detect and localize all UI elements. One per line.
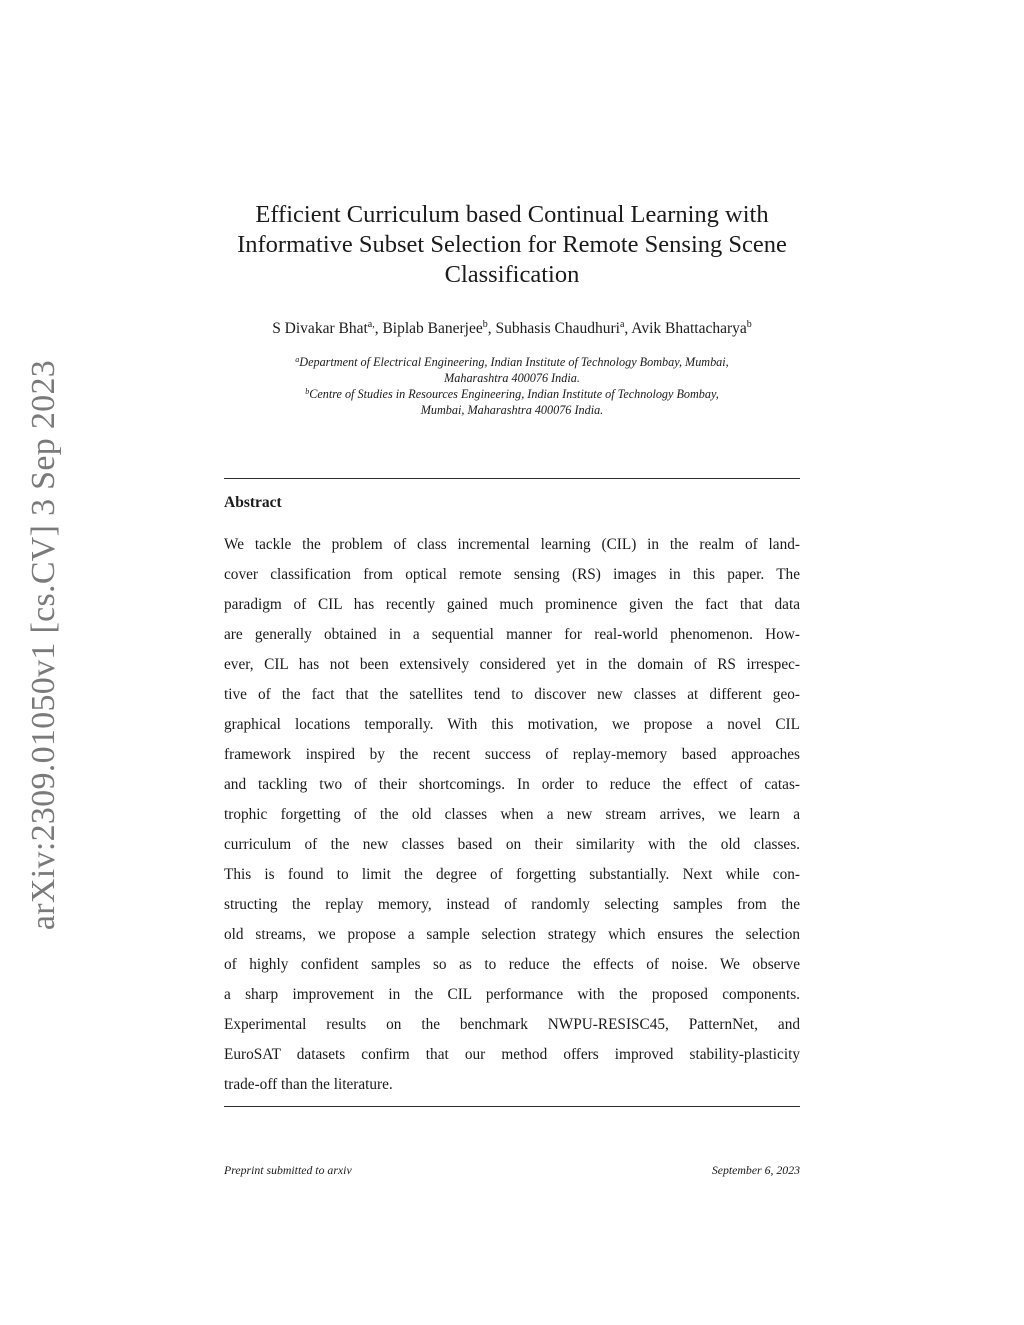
abstract-bottom-rule bbox=[224, 1106, 800, 1107]
author-list: S Divakar Bhat$^{a,}$, Biplab Banerjee$^b$, Subhasis Chaudhuri$^a$, Avik Bhattacharya$^b$ bbox=[272, 319, 752, 337]
author-affiliation-mark: b bbox=[482, 319, 488, 330]
affiliation-mark: b bbox=[305, 387, 310, 396]
author-affiliation-mark: a bbox=[619, 319, 625, 330]
abstract-line: and tackling two of their shortcomings. In order to reduce the effect of catas- bbox=[224, 776, 800, 793]
abstract-line: trophic forgetting of the old classes when a new stream arrives, we learn a bbox=[224, 806, 800, 823]
affiliations bbox=[215, 354, 809, 418]
affiliation-line: Maharashtra 400076 India. bbox=[444, 371, 580, 385]
abstract-line: ever, CIL has not been extensively considered yet in the domain of RS irrespec- bbox=[224, 656, 800, 673]
author-name: Avik Bhattacharya bbox=[631, 320, 747, 337]
abstract-line: cover classification from optical remote sensing (RS) images in this paper. The bbox=[224, 566, 800, 583]
abstract-top-rule bbox=[224, 478, 800, 479]
abstract-line: a sharp improvement in the CIL performance with the proposed components. bbox=[224, 986, 800, 1003]
abstract-line: framework inspired by the recent success of replay-memory based approaches bbox=[224, 746, 800, 763]
affiliation-line bbox=[215, 354, 809, 370]
author-name: Subhasis Chaudhuri bbox=[495, 320, 620, 337]
arxiv-identifier-stamp: arXiv:2309.01050v1 [cs.CV] 3 Sep 2023 bbox=[25, 359, 62, 931]
preprint-note: Preprint submitted to arxiv bbox=[224, 1163, 352, 1177]
affiliation-mark: a bbox=[295, 355, 300, 364]
affiliation-text: Department of Electrical Engineering, Indian Institute of Technology Bombay, Mumbai, bbox=[299, 355, 729, 369]
author-affiliation-mark: b bbox=[746, 319, 752, 330]
preprint-date: September 6, 2023 bbox=[711, 1163, 800, 1177]
abstract-line: structing the replay memory, instead of randomly selecting samples from the bbox=[224, 896, 800, 913]
abstract-line: EuroSAT datasets confirm that our method offers improved stability-plasticity bbox=[224, 1046, 800, 1063]
abstract-line: tive of the fact that the satellites tend to discover new classes at different geo- bbox=[224, 686, 800, 703]
affiliation-line bbox=[215, 386, 809, 402]
abstract-line: are generally obtained in a sequential manner for real-world phenomenon. How- bbox=[224, 626, 800, 643]
title-line: Efficient Curriculum based Continual Learning with bbox=[255, 201, 769, 228]
abstract-body bbox=[224, 530, 800, 1100]
affiliation-text: Centre of Studies in Resources Engineering, Indian Institute of Technology Bombay, bbox=[309, 387, 719, 401]
title-line: Informative Subset Selection for Remote Sensing Scene bbox=[237, 231, 787, 258]
abstract-heading: Abstract bbox=[224, 494, 282, 511]
abstract-line: Experimental results on the benchmark NWPU-RESISC45, PatternNet, and bbox=[224, 1016, 800, 1033]
abstract-line: paradigm of CIL has recently gained much prominence given the fact that data bbox=[224, 596, 800, 613]
abstract-line: old streams, we propose a sample selection strategy which ensures the selection bbox=[224, 926, 800, 943]
abstract-line: This is found to limit the degree of forgetting substantially. Next while con- bbox=[224, 866, 800, 883]
abstract-line: of highly confident samples so as to reduce the effects of noise. We observe bbox=[224, 956, 800, 973]
affiliation-line: Mumbai, Maharashtra 400076 India. bbox=[420, 403, 604, 417]
abstract-line: graphical locations temporally. With this motivation, we propose a novel CIL bbox=[224, 716, 800, 733]
abstract-line: We tackle the problem of class incremental learning (CIL) in the realm of land- bbox=[224, 536, 800, 553]
author-name: S Divakar Bhat bbox=[272, 320, 368, 337]
author-affiliation-mark: a, bbox=[367, 319, 375, 330]
paper-title bbox=[215, 200, 809, 290]
author-name: Biplab Banerjee bbox=[382, 320, 483, 337]
abstract-line: trade-off than the literature. bbox=[224, 1076, 393, 1093]
abstract-line: curriculum of the new classes based on their similarity with the old classes. bbox=[224, 836, 800, 853]
title-line: Classification bbox=[444, 261, 580, 288]
